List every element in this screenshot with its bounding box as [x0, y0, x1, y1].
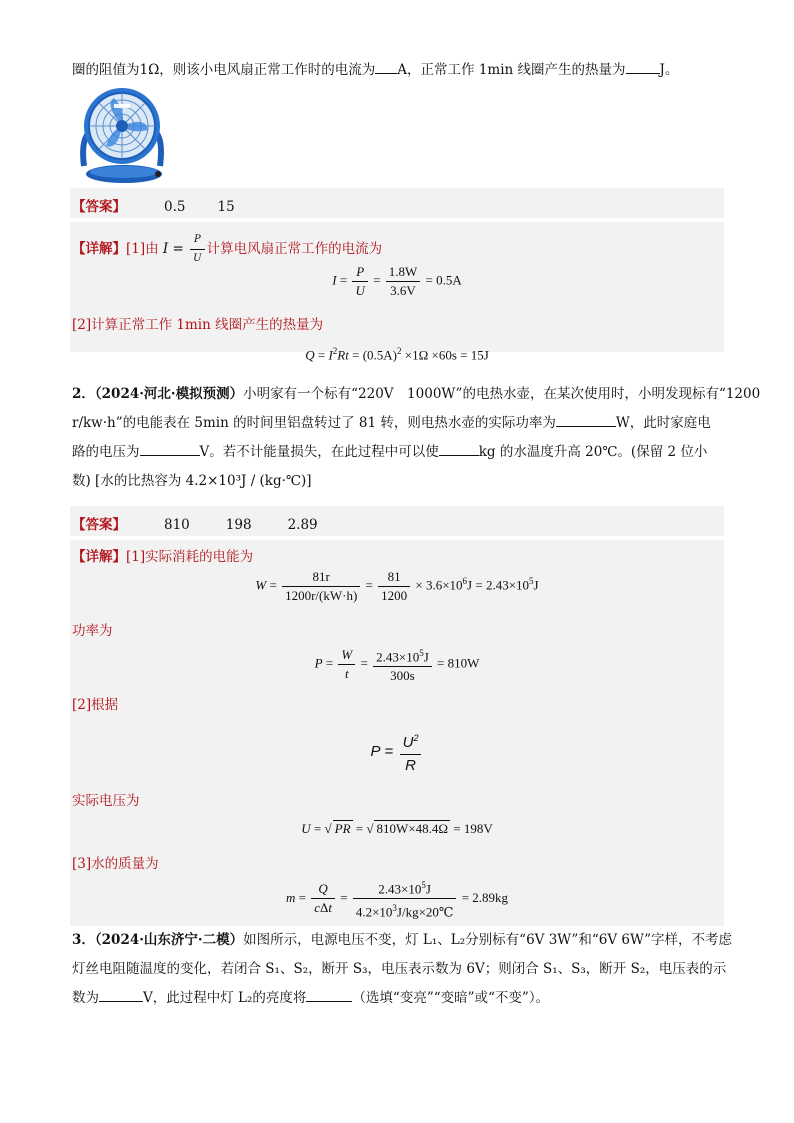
equation-mass: m = $\frac{Q}{\text{cΔt}}$ = $\frac{2.43\times 10^5J}{4.2\times 10^3J/kg\times 20℃}$ = 2.89kg — [70, 877, 724, 921]
question-2: 2．（2024·河北·模拟预测）小明家有一个标有“220V 1000W”的电热水壶，在某次使用时，小明发现标有“1200 r/kw·h”的电能表在 5min 的时间里铝盘转过了 81 转，则电热水壶的实际功率为 W，此时家庭电 路的电压为 V。若不计能量损失，在此过程中可以使 kg 的水温度升高 20℃。(保留 2 位小 数) [水的比热容为 4.2×10³J / (kg·℃)] — [72, 386, 761, 489]
blank[interactable] — [626, 59, 660, 74]
answer-1: 【答案】 0.5 15 — [72, 199, 235, 215]
equation-power-formula: P = $\frac{U^2}{R}$ — [70, 728, 724, 776]
detail-2-intro: 【详解】[1]实际消耗的电能为 — [72, 549, 254, 565]
detail-2-according: [2]根据 — [72, 697, 119, 713]
detail-2-mass: [3]水的质量为 — [72, 856, 159, 872]
blank[interactable] — [556, 412, 616, 427]
detail-1-intro: 【详解】[1]由 I = $\frac{P}{U}$ 计算电风扇正常工作的电流为 — [72, 234, 383, 264]
equation-current: I = $\frac{P}{U}$ = $\frac{1.8W}{3.6V}$ = 0.5A — [332, 264, 462, 298]
detail-2-voltage: 实际电压为 — [72, 793, 140, 809]
blank[interactable] — [306, 987, 352, 1002]
detail-2-power: 功率为 — [72, 623, 113, 639]
equation-voltage: U = √ PR = √ 810W×48.4Ω = 198V — [301, 821, 493, 836]
blank[interactable] — [140, 441, 200, 456]
equation-energy: W = $\frac{81r}{1200r/(kW\cdot h)}$ = $\frac{81}{1200}$ × $3.6\times 10^6J = 2.43\times 10^5J$ — [255, 569, 539, 603]
blank[interactable] — [375, 59, 397, 74]
blank[interactable] — [439, 441, 479, 456]
blank[interactable] — [99, 987, 143, 1002]
detail-1-step2: [2]计算正常工作 1min 线圈产生的热量为 — [72, 317, 324, 333]
q1-text-end: 圈的阻值为1Ω，则该小电风扇正常工作时的电流为 A，正常工作 1min 线圈产生的热量为 J。 — [72, 58, 722, 78]
answer-2: 【答案】 810 198 2.89 — [72, 517, 318, 533]
equation-power: P = $\frac{W}{t}$ = $\frac{2.43\times 10^5J}{300s}$ = 810W — [70, 645, 724, 684]
question-3: 3．（2024·山东济宁·二模）如图所示，电源电压不变，灯 L₁、L₂分别标有“6V 3W”和“6V 6W”字样，不考虑 灯丝电阻随温度的变化，若闭合 S₁、S₂，断开 S₃，电压表示数为 6V；则闭合 S₁、S₃，断开 S₂，电压表的示 数为 V，此过程中灯 L₂的亮度将 （选填“变亮”“变暗”或“不变”）。 — [72, 932, 732, 1006]
fan-image — [74, 84, 166, 186]
equation-heat: $Q = I^2Rt = (0.5A)^2 \times 1\Omega \times 60s = 15J$ — [305, 346, 489, 363]
